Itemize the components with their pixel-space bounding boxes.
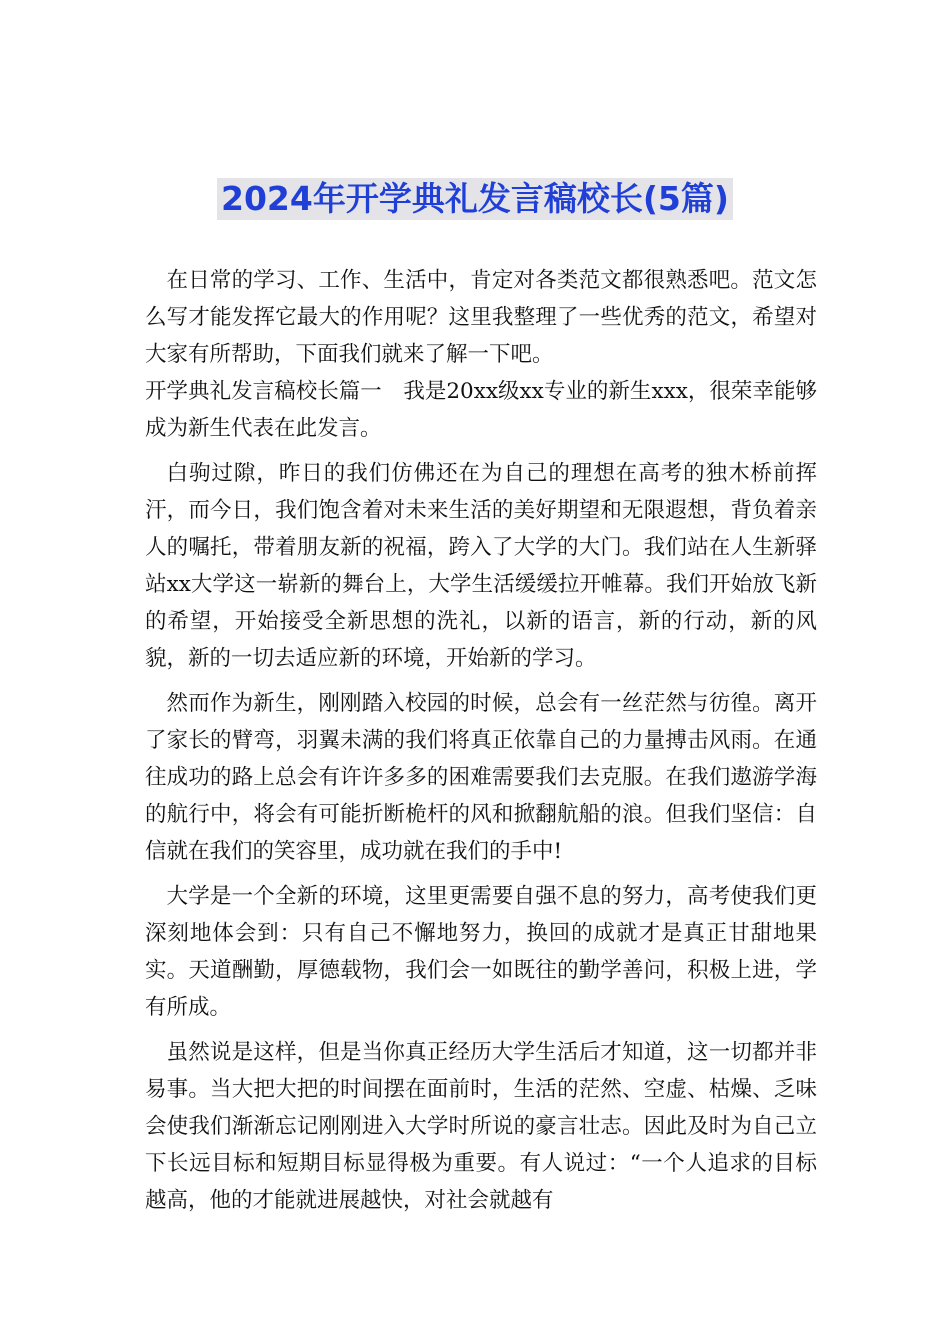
paragraph-body: 虽然说是这样，但是当你真正经历大学生活后才知道，这一切都并非易事。当大把大把的时间摆在面前时，生活的茫然、空虚、枯燥、乏味会使我们渐渐忘记刚刚进入大学时所说的豪言壮志。因此及时为自己立下长远目标和短期目标显得极为重要。有人说过：“一个人追求的目标越高，他的才能就进展越快，对社会就越有 — [145, 1040, 817, 1213]
paragraph-intro: 在日常的学习、工作、生活中，肯定对各类范文都很熟悉吧。范文怎么写才能发挥它最大的作用呢？这里我整理了一些优秀的范文，希望对大家有所帮助，下面我们就来了解一下吧。 — [145, 268, 817, 367]
document-title: 2024年开学典礼发言稿校长(5篇) — [217, 178, 733, 220]
paragraph-body: 白驹过隙，昨日的我们仿佛还在为自己的理想在高考的独木桥前挥汗，而今日，我们饱含着对未来生活的美好期望和无限遐想，背负着亲人的嘱托，带着朋友新的祝福，跨入了大学的大门。我们站在人生新驿站xx大学这一崭新的舞台上，大学生活缓缓拉开帷幕。我们开始放飞新的希望，开始接受全新思想的洗礼，以新的语言，新的行动，新的风貌，新的一切去适应新的环境，开始新的学习。 — [145, 461, 817, 671]
paragraph-body: 大学是一个全新的环境，这里更需要自强不息的努力，高考使我们更深刻地体会到：只有自己不懈地努力，换回的成就才是真正甘甜地果实。天道酬勤，厚德载物，我们会一如既往的勤学善问，积极上进，学有所成。 — [145, 884, 817, 1020]
title-container — [0, 178, 950, 220]
document-body — [145, 262, 817, 1219]
paragraph-section-heading: 开学典礼发言稿校长篇一 我是20xx级xx专业的新生xxx，很荣幸能够成为新生代表在此发言。 — [145, 379, 817, 441]
paragraph-body: 然而作为新生，刚刚踏入校园的时候，总会有一丝茫然与彷徨。离开了家长的臂弯，羽翼未满的我们将真正依靠自己的力量搏击风雨。在通往成功的路上总会有许许多多的困难需要我们去克服。在我们遨游学海的航行中，将会有可能折断桅杆的风和掀翻航船的浪。但我们坚信：自信就在我们的笑容里，成功就在我们的手中! — [145, 691, 817, 864]
